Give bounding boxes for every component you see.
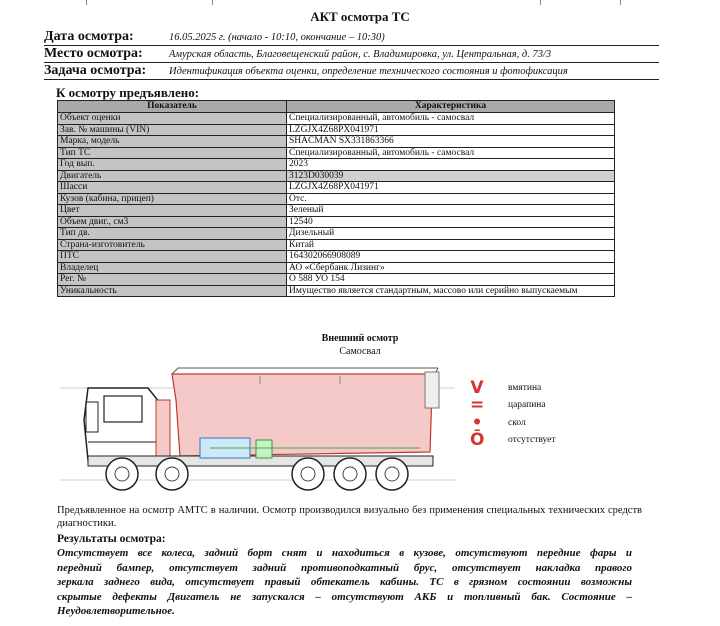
spec-value: LZGJX4Z68PX041971 <box>287 182 615 194</box>
spec-key: ПТС <box>58 251 287 263</box>
column-header: Показатель <box>58 101 287 113</box>
table-row <box>58 262 615 274</box>
spec-value: Зеленый <box>287 205 615 217</box>
table-row <box>58 228 615 240</box>
results-line: скрытые дефекты Двигатель не запускался – отсутствуют АКБ и топливный бак. Состояние – <box>57 590 632 603</box>
spec-key: Шасси <box>58 182 287 194</box>
spec-value: Китай <box>287 239 615 251</box>
spec-key: Двигатель <box>58 170 287 182</box>
top-border <box>0 0 720 6</box>
spec-key: Уникальность <box>58 285 287 297</box>
header-value: Идентификация объекта оценки, определение технического состояния и фотофиксация <box>169 66 568 77</box>
spec-value: Имущество является стандартным, массово или серийно выпускаемым <box>287 285 615 297</box>
legend-label: отсутствует <box>508 435 556 445</box>
document-title: АКТ осмотра ТС <box>310 9 410 24</box>
table-row <box>58 274 615 286</box>
dent-icon: V <box>470 378 484 398</box>
legend-label: царапина <box>508 400 546 410</box>
results-line: передний бампер, отсутствует задний противоподкатный брус, отсутствует накладка правого <box>57 561 632 574</box>
spec-key: Рег. № <box>58 274 287 286</box>
results-line: зеркала заднего вида, отсутствует правый обтекатель кабины. ТС в грязном состоянии возможны <box>57 576 632 589</box>
column-header: Характеристика <box>287 101 615 113</box>
spec-key: Тип дв. <box>58 228 287 240</box>
spec-value: 3123D030039 <box>287 170 615 182</box>
spec-key: Марка, модель <box>58 136 287 148</box>
legend-missing <box>470 432 610 448</box>
inspection-note: Предъявленное на осмотр АМТС в наличии. Осмотр производился визуально без применения специальных технических средств диагностики. <box>57 505 642 529</box>
table-row <box>58 205 615 217</box>
header-row-task <box>44 62 659 80</box>
spec-value: 2023 <box>287 159 615 171</box>
table-row <box>58 182 615 194</box>
table-row <box>58 216 615 228</box>
legend-label: скол <box>508 418 526 428</box>
table-row <box>58 147 615 159</box>
header-label: Задача осмотра: <box>44 63 147 78</box>
legend-scratch <box>470 397 610 413</box>
spec-value: Дизельный <box>287 228 615 240</box>
spec-key: Тип ТС <box>58 147 287 159</box>
chip-icon: • <box>471 413 483 433</box>
header-value: 16.05.2025 г. (начало - 10:10, окончание – 10:30) <box>169 32 385 43</box>
table-body <box>58 113 615 297</box>
spec-value: LZGJX4Z68PX041971 <box>287 124 615 136</box>
section-title: К осмотру предъявлено: <box>56 85 200 100</box>
header-value: Амурская область, Благовещенский район, с. Владимировка, ул. Центральная, д. 73/3 <box>169 49 552 60</box>
table-row <box>58 251 615 263</box>
spec-value: 164302066908089 <box>287 251 615 263</box>
missing-icon: Ō <box>470 430 485 450</box>
spec-key: Цвет <box>58 205 287 217</box>
table-row <box>58 159 615 171</box>
spec-value: Специализированный, автомобиль - самосвал <box>287 113 615 125</box>
spec-value: SHACMAN SX331863366 <box>287 136 615 148</box>
exterior-title: Внешний осмотр <box>321 333 399 344</box>
spec-key: Объем двиг., см3 <box>58 216 287 228</box>
header-row-place <box>44 45 659 63</box>
spec-value: О 588 УО 154 <box>287 274 615 286</box>
header-label: Место осмотра: <box>44 46 143 61</box>
spec-key: Кузов (кабина, прицеп) <box>58 193 287 205</box>
table-row <box>58 285 615 297</box>
header-label: Дата осмотра: <box>44 29 134 44</box>
legend-chip <box>470 415 610 431</box>
results-text <box>57 546 632 619</box>
table-row <box>58 170 615 182</box>
table-row <box>58 124 615 136</box>
scratch-icon: = <box>470 395 485 415</box>
exterior-subtitle: Самосвал <box>339 346 381 357</box>
spec-value: Отс. <box>287 193 615 205</box>
spec-key: Объект оценки <box>58 113 287 125</box>
table-header-row <box>58 101 615 113</box>
table-row <box>58 113 615 125</box>
results-line: Неудовлетворительное. <box>57 605 175 618</box>
results-title: Результаты осмотра: <box>57 533 166 545</box>
spec-key: Год вып. <box>58 159 287 171</box>
specs-table <box>57 100 615 297</box>
header-row-date <box>44 28 659 46</box>
spec-key: Зав. № машины (VIN) <box>58 124 287 136</box>
spec-key: Владелец <box>58 262 287 274</box>
table-row <box>58 239 615 251</box>
spec-value: АО «Сбербанк Лизинг» <box>287 262 615 274</box>
table-row <box>58 193 615 205</box>
legend-label: вмятина <box>508 383 542 393</box>
truck-diagram <box>60 360 455 505</box>
spec-value: 12540 <box>287 216 615 228</box>
table-row <box>58 136 615 148</box>
spec-value: Специализированный, автомобиль - самосвал <box>287 147 615 159</box>
spec-key: Страна-изготовитель <box>58 239 287 251</box>
legend-dent <box>470 380 610 396</box>
results-line: Отсутствует все колеса, задний борт снят и находиться в кузове, отсутствуют передние фары и <box>57 547 632 559</box>
